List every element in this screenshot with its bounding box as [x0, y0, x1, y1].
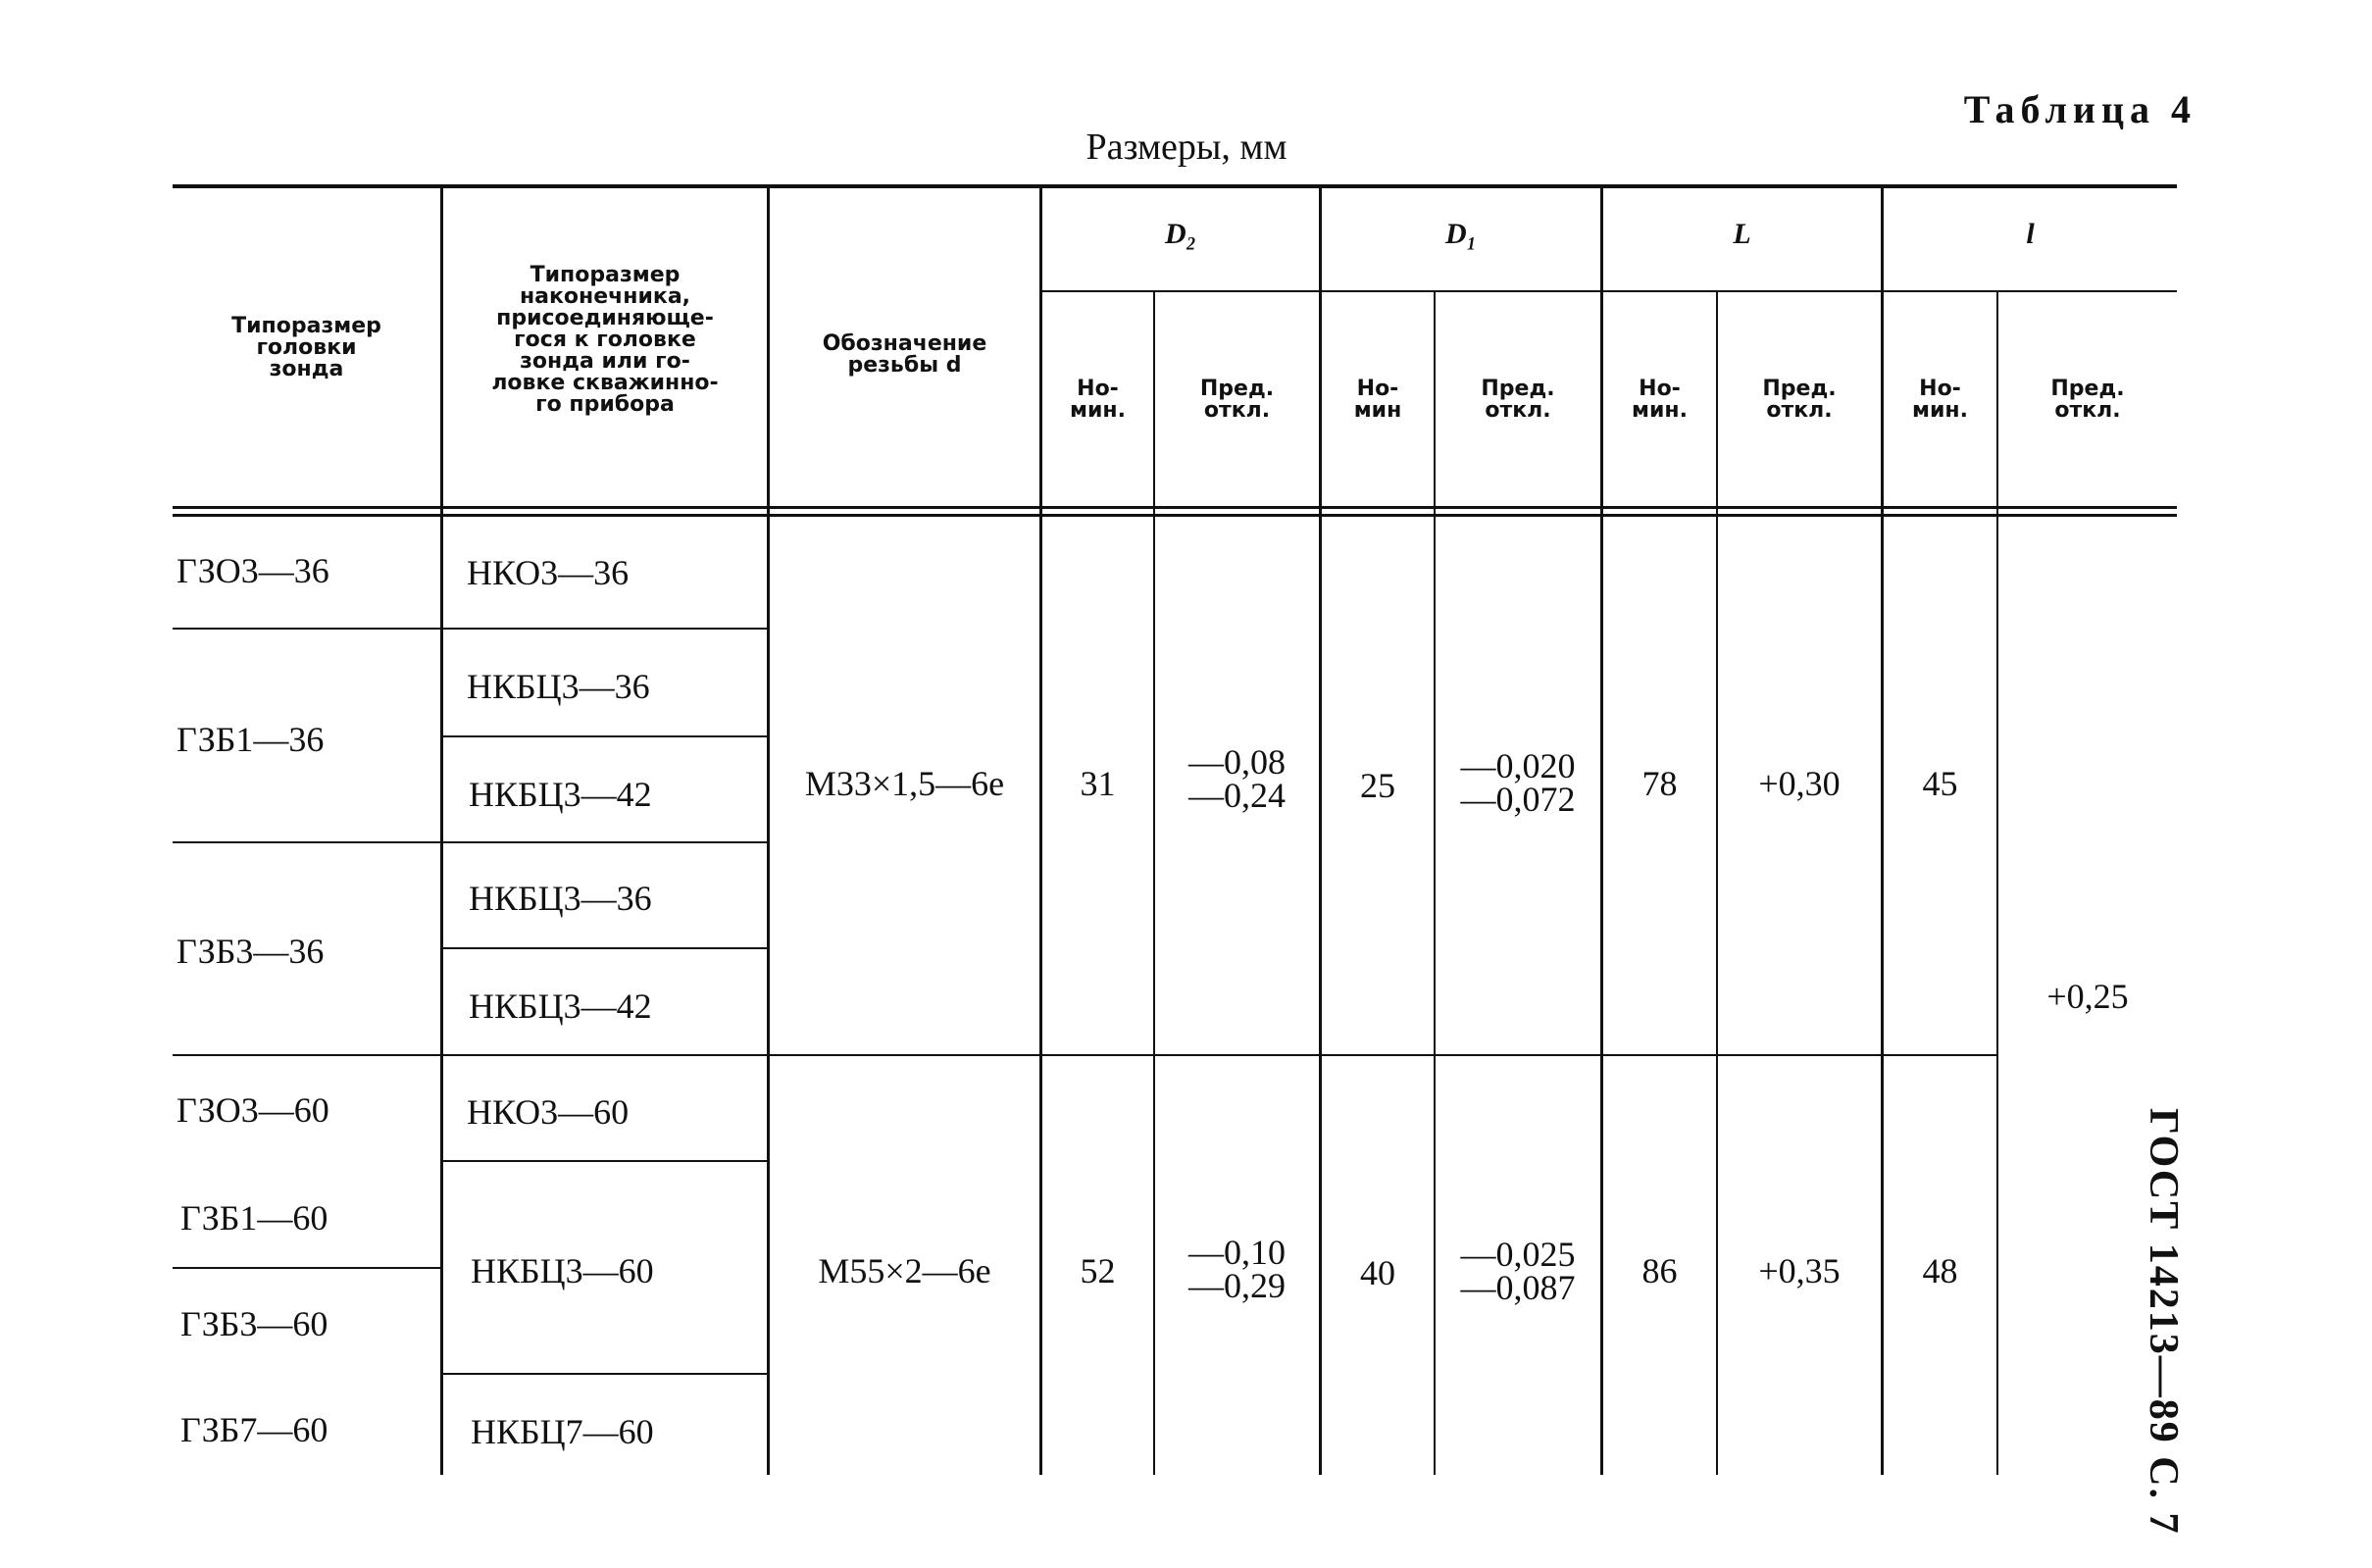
header-group-d1: D₁	[1444, 218, 1478, 250]
d1-nom-cell: 25	[1360, 766, 1395, 805]
head-size-cell: ГЗБ1—60	[180, 1198, 328, 1238]
head-size-cell: ГЗО3—60	[177, 1090, 329, 1130]
header-d1-nom: Но- мин	[1353, 377, 1402, 423]
L-nom-cell: 86	[1641, 1251, 1678, 1290]
d1-dev-cell: —0,025 —0,087	[1460, 1235, 1576, 1307]
header-thread: Обозначение резьбы d	[822, 331, 987, 378]
header-head-size: Типоразмер головки зонда	[231, 314, 381, 381]
d2-dev-cell: —0,10 —0,29	[1188, 1233, 1286, 1305]
tip-size-cell: НКО3—60	[467, 1092, 630, 1132]
header-l-nom: Но- мин.	[1912, 377, 1968, 423]
header-group-l: l	[2026, 218, 2035, 250]
d2-nom-cell: 52	[1080, 1251, 1116, 1290]
head-size-cell: ГЗБ3—36	[177, 932, 325, 971]
tip-size-cell: НКО3—36	[467, 553, 630, 592]
L-nom-cell: 78	[1641, 764, 1678, 803]
header-L-nom: Но- мин.	[1632, 377, 1688, 423]
tip-size-cell: НКБЦ3—60	[471, 1251, 654, 1290]
tip-size-cell: НКБЦ3—36	[467, 667, 650, 706]
thread-cell: М55×2—6е	[818, 1251, 991, 1290]
tip-size-cell: НКБЦ3—36	[469, 879, 652, 918]
table-title: Таблица 4	[1963, 87, 2196, 131]
L-dev-cell: +0,35	[1758, 1251, 1841, 1290]
tip-size-cell: НКБЦ3—42	[469, 775, 652, 814]
d1-dev-cell: —0,020 —0,072	[1460, 746, 1576, 819]
L-dev-cell: +0,30	[1758, 764, 1841, 803]
head-size-cell: ГЗБ7—60	[180, 1410, 328, 1449]
l-nom-cell: 45	[1922, 764, 1958, 803]
header-d1-dev: Пред. откл.	[1481, 377, 1555, 423]
tip-size-cell: НКБЦ3—42	[469, 986, 652, 1026]
head-size-cell: ГЗБ3—60	[180, 1304, 328, 1343]
standard-page-code: ГОСТ 14213—89 С. 7	[2141, 1108, 2186, 1536]
l-dev-cell: +0,25	[2046, 977, 2129, 1016]
header-tip-size: Типоразмер наконечника, присоединяюще- гося к головке зонда или го- ловке скважинно- го прибора	[491, 263, 719, 417]
head-size-cell: ГЗБ1—36	[177, 720, 325, 759]
header-group-d2: D₂	[1164, 218, 1197, 250]
l-nom-cell: 48	[1922, 1251, 1958, 1290]
d1-nom-cell: 40	[1360, 1253, 1395, 1292]
header-d2-nom: Но- мин.	[1070, 377, 1126, 423]
d2-dev-cell: —0,08 —0,24	[1188, 742, 1286, 815]
thread-cell: М33×1,5—6е	[804, 764, 1005, 803]
header-group-L: L	[1733, 218, 1751, 250]
d2-nom-cell: 31	[1080, 764, 1116, 803]
tip-size-cell: НКБЦ7—60	[471, 1412, 654, 1451]
header-l-dev: Пред. откл.	[2050, 377, 2125, 423]
header-L-dev: Пред. откл.	[1762, 377, 1837, 423]
dimensions-note: Размеры, мм	[1085, 126, 1287, 168]
header-d2-dev: Пред. откл.	[1199, 377, 1275, 423]
head-size-cell: ГЗО3—36	[177, 551, 329, 590]
